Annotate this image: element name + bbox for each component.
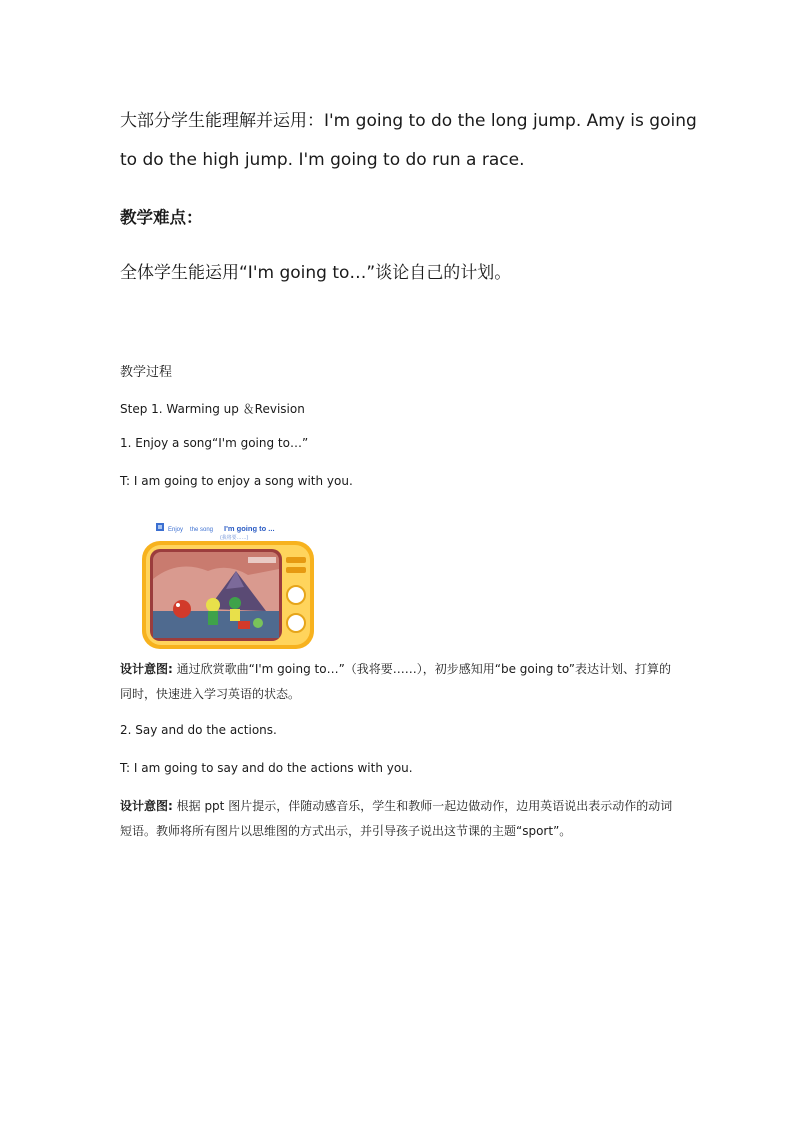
item-1: 1. Enjoy a song“I'm going to…” bbox=[120, 436, 309, 450]
design-intent-2-text: 根据 ppt 图片提示，伴随动感音乐，学生和教师一起边做动作，边用英语说出表示动作的动词短语。教师将所有图片以思维图的方式出示，并引导孩子说出这节课的主题“sport”。 bbox=[120, 799, 673, 838]
item-1-teacher-line: T: I am going to enjoy a song with you. bbox=[120, 474, 353, 488]
objective-line-2: to do the high jump. I'm going to do run a race. bbox=[120, 150, 525, 170]
caption-the-song: the song bbox=[190, 527, 214, 533]
item-2: 2. Say and do the actions. bbox=[120, 723, 277, 737]
song-video-thumbnail bbox=[138, 519, 316, 653]
step-1-title: Step 1. Warming up ＆Revision bbox=[120, 402, 305, 416]
item-2-teacher-line: T: I am going to say and do the actions with you. bbox=[120, 761, 413, 775]
design-intent-1-text: 通过欣赏歌曲“I'm going to…”（我将要……），初步感知用“be going to”表达计划、打算的同时，快速进入学习英语的状态。 bbox=[120, 662, 671, 701]
design-intent-2 bbox=[120, 794, 680, 844]
design-intent-2-label: 设计意图: bbox=[120, 799, 173, 813]
design-intent-1-label: 设计意图: bbox=[120, 662, 173, 676]
caption-im-going-to: I'm going to ... bbox=[224, 524, 275, 533]
objective-line-1: 大部分学生能理解并运用：I'm going to do the long jump. Amy is going bbox=[120, 111, 697, 131]
process-heading: 教学过程 bbox=[120, 365, 173, 380]
caption-enjoy: Enjoy bbox=[168, 527, 184, 533]
difficulty-text: 全体学生能运用“I'm going to…”谈论自己的计划。 bbox=[120, 263, 512, 283]
caption-sub: (我将要……) bbox=[220, 535, 249, 541]
difficulty-heading: 教学难点： bbox=[120, 208, 203, 227]
design-intent-1 bbox=[120, 657, 680, 707]
